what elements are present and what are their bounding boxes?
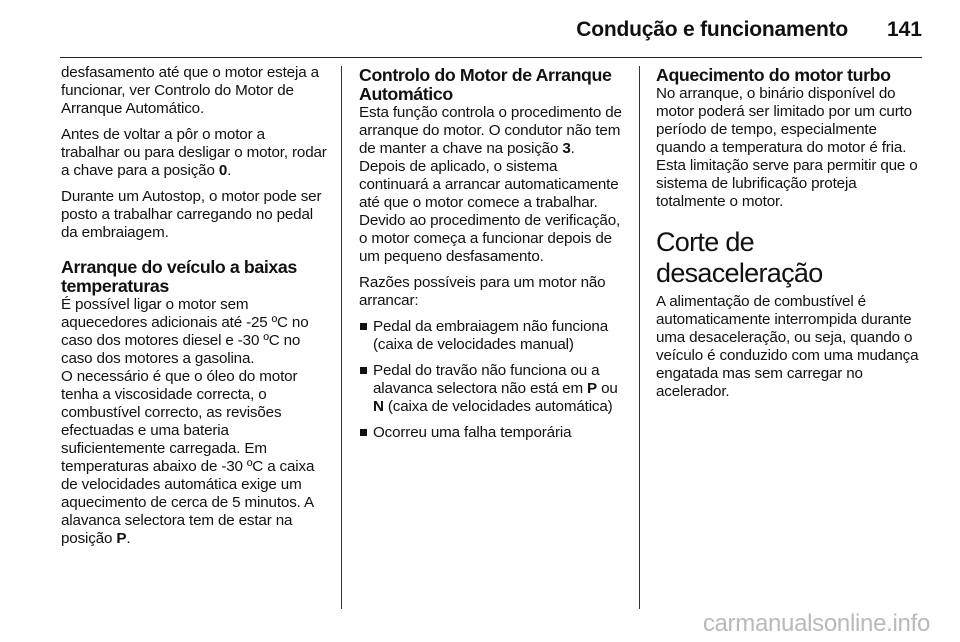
paragraph: Antes de voltar a pôr o motor a trabalhar ou para desligar o motor, rodar a chave para a posição 0. (61, 126, 327, 179)
watermark-text: carmanualsonline.info (702, 610, 930, 637)
paragraph: É possível ligar o motor sem aquecedores adicionais até -25 ºC no caso dos motores diesel e -30 ºC no caso dos motores a gasolina. (61, 296, 309, 367)
paragraph: No arranque, o binário disponível do motor poderá ser limitado por um curto período de tempo, especialmente quando a temperatura do motor é fria. Esta limitação serve para permitir que o sistema de lubrificação proteja totalmente o motor. (656, 85, 918, 210)
paragraph: Razões possíveis para um motor não arrancar: (359, 274, 606, 309)
column-1 (61, 64, 327, 548)
section-heading: Aquecimento do motor turbo (656, 65, 891, 85)
reasons-list (359, 318, 625, 442)
section-heading: Arranque do veículo a baixas temperaturas (61, 257, 297, 296)
gear-position: P (116, 530, 127, 547)
paragraph: desfasamento até que o motor esteja a funcionar, ver Controlo do Motor de Arranque Automático. (61, 64, 319, 117)
paragraph: O necessário é que o óleo do motor tenha a viscosidade correcta, o combustível correcto, as revisões efectuadas e uma bateria suficientemente carregada. Em temperaturas abaixo de -30 ºC a caixa de velocidades automática exige um aquecimento de cerca de 5 minutos. A alavanca selectora tem de estar na posição P. (61, 368, 315, 547)
chapter-heading: Corte de desaceleração (656, 227, 823, 288)
column-3 (656, 64, 922, 409)
section-heading: Controlo do Motor de Arranque Automático (359, 65, 612, 104)
list-item: Pedal da embraiagem não funciona (caixa de velocidades manual) (359, 318, 625, 354)
key-position: 3 (562, 140, 571, 157)
column-2 (359, 64, 625, 450)
column-divider-1 (341, 66, 342, 609)
column-divider-2 (639, 66, 640, 609)
list-item: Pedal do travão não funciona ou a alavanca selectora não está em P ou N (caixa de velocidades automática) (359, 362, 625, 416)
list-item: Ocorreu uma falha temporária (359, 424, 625, 442)
page-header-title: Condução e funcionamento (576, 18, 848, 41)
header-divider (60, 57, 922, 58)
paragraph: A alimentação de combustível é automaticamente interrompida durante uma desaceleração, ou seja, quando o veículo é conduzido com uma mudança engatada mas sem carregar no acelerador. (656, 293, 919, 400)
paragraph: Esta função controla o procedimento de arranque do motor. O condutor não tem de manter a chave na posição 3. Depois de aplicado, o sistema continuará a arrancar automaticamente até que o motor comece a trabalhar. Devido ao procedimento de verificação, o motor começa a funcionar depois de um pequeno desfasamento. (359, 104, 622, 265)
paragraph: Durante um Autostop, o motor pode ser posto a trabalhar carregando no pedal da embraiagem. (61, 188, 322, 241)
page-number: 141 (886, 18, 922, 41)
key-position: 0 (218, 162, 228, 179)
